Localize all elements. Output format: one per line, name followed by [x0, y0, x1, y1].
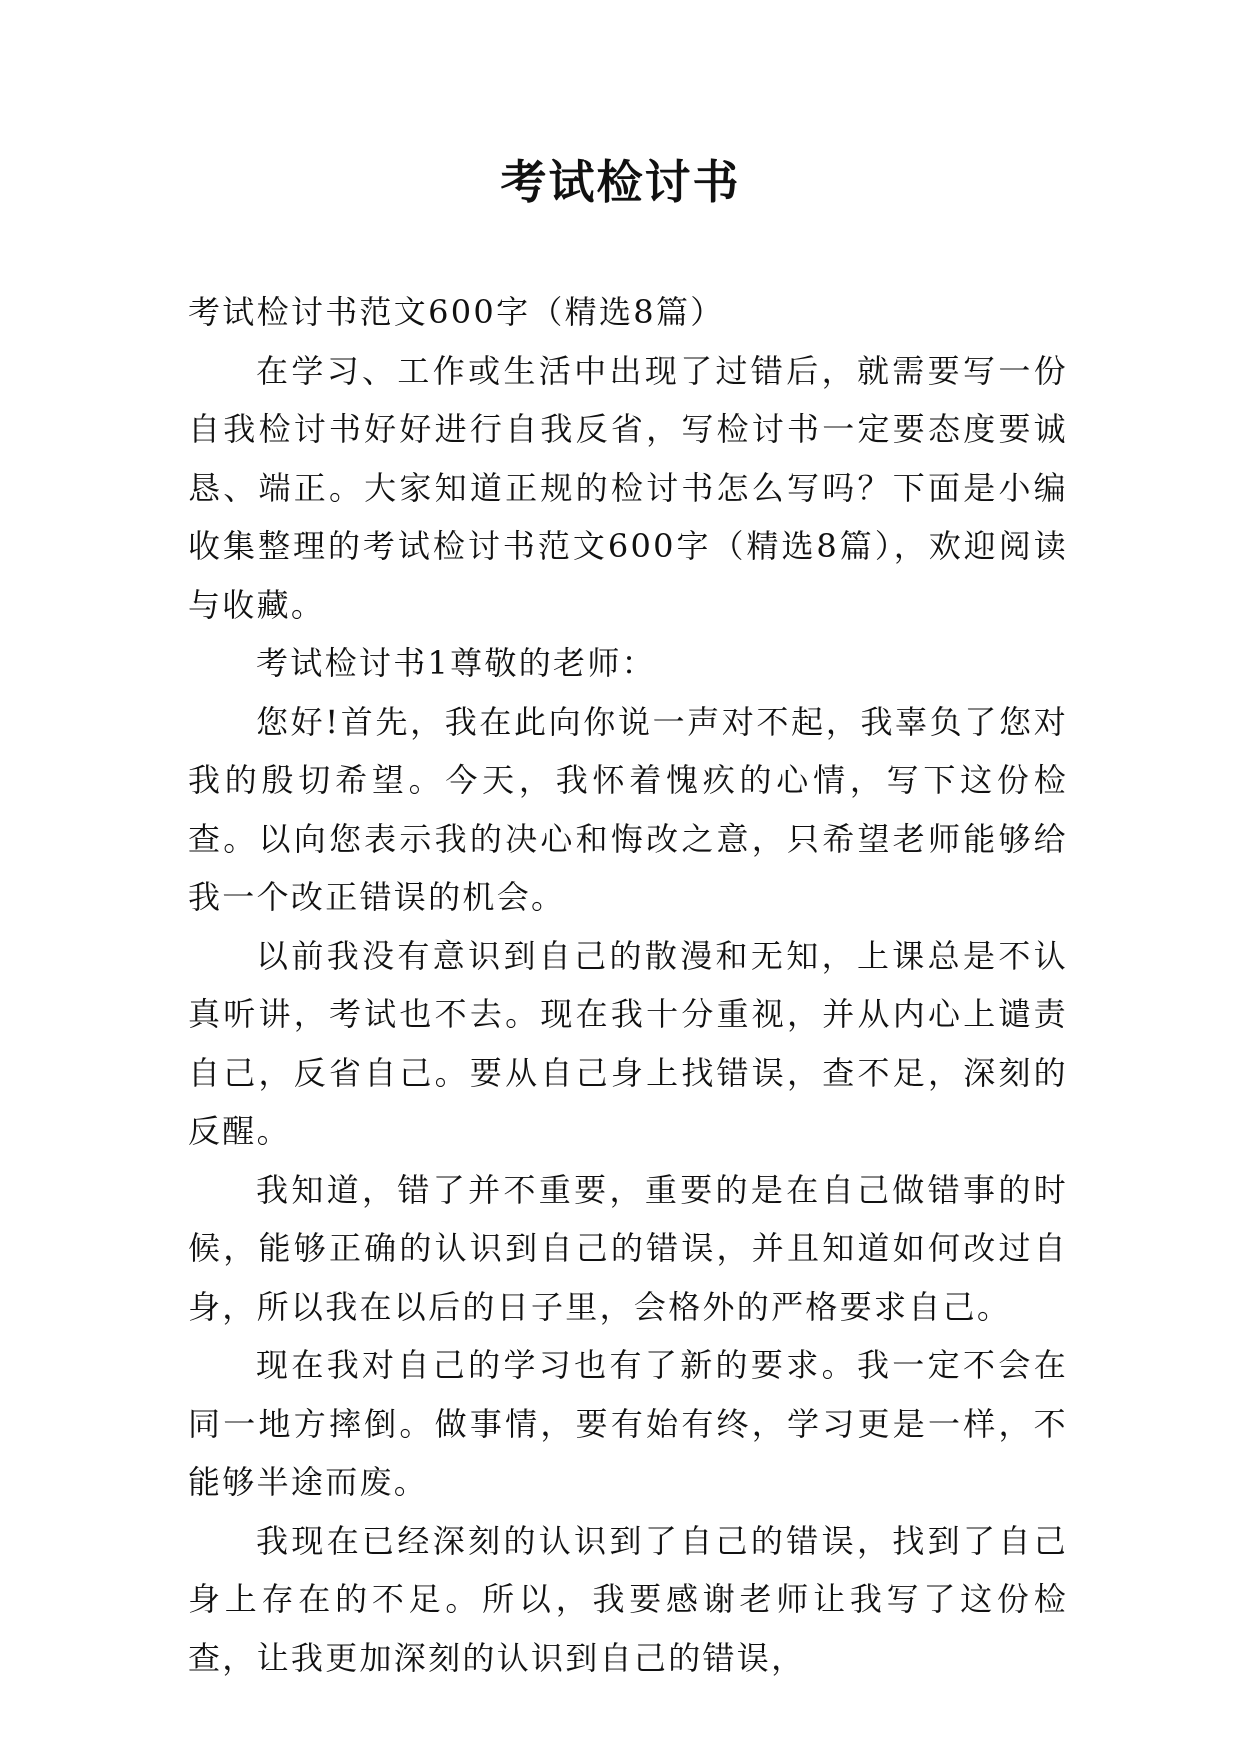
paragraph-intro: 在学习、工作或生活中出现了过错后，就需要写一份自我检讨书好好进行自我反省，写检讨书一定要态度要诚恳、端正。大家知道正规的检讨书怎么写吗？下面是小编收集整理的考试检讨书范文600字（精选8篇），欢迎阅读与收藏。 — [188, 351, 1068, 624]
document-title: 考试检讨书 — [500, 155, 741, 209]
paragraph-realization: 我知道，错了并不重要，重要的是在自己做错事的时候，能够正确的认识到自己的错误，并且知道如何改过自身，所以我在以后的日子里，会格外的严格要求自己。 — [188, 1170, 1068, 1326]
paragraph-reflection: 以前我没有意识到自己的散漫和无知，上课总是不认真听讲，考试也不去。现在我十分重视，并从内心上谴责自己，反省自己。要从自己身上找错误，查不足，深刻的反醒。 — [188, 936, 1068, 1150]
paragraph-gratitude: 我现在已经深刻的认识到了自己的错误，找到了自己身上存在的不足。所以，我要感谢老师让我写了这份检查，让我更加深刻的认识到自己的错误， — [188, 1521, 1068, 1677]
paragraph-new-requirements: 现在我对自己的学习也有了新的要求。我一定不会在同一地方摔倒。做事情，要有始有终，学习更是一样，不能够半途而废。 — [188, 1346, 1068, 1501]
paragraph-apology: 您好!首先，我在此向你说一声对不起，我辜负了您对我的殷切希望。今天，我怀着愧疚的心情，写下这份检查。以向您表示我的决心和悔改之意，只希望老师能够给我一个改正错误的机会。 — [188, 702, 1068, 916]
document-subtitle: 考试检讨书范文600字（精选8篇） — [188, 293, 725, 331]
document-body — [188, 283, 1068, 1687]
paragraph-salutation: 考试检讨书1尊敬的老师： — [256, 644, 656, 682]
